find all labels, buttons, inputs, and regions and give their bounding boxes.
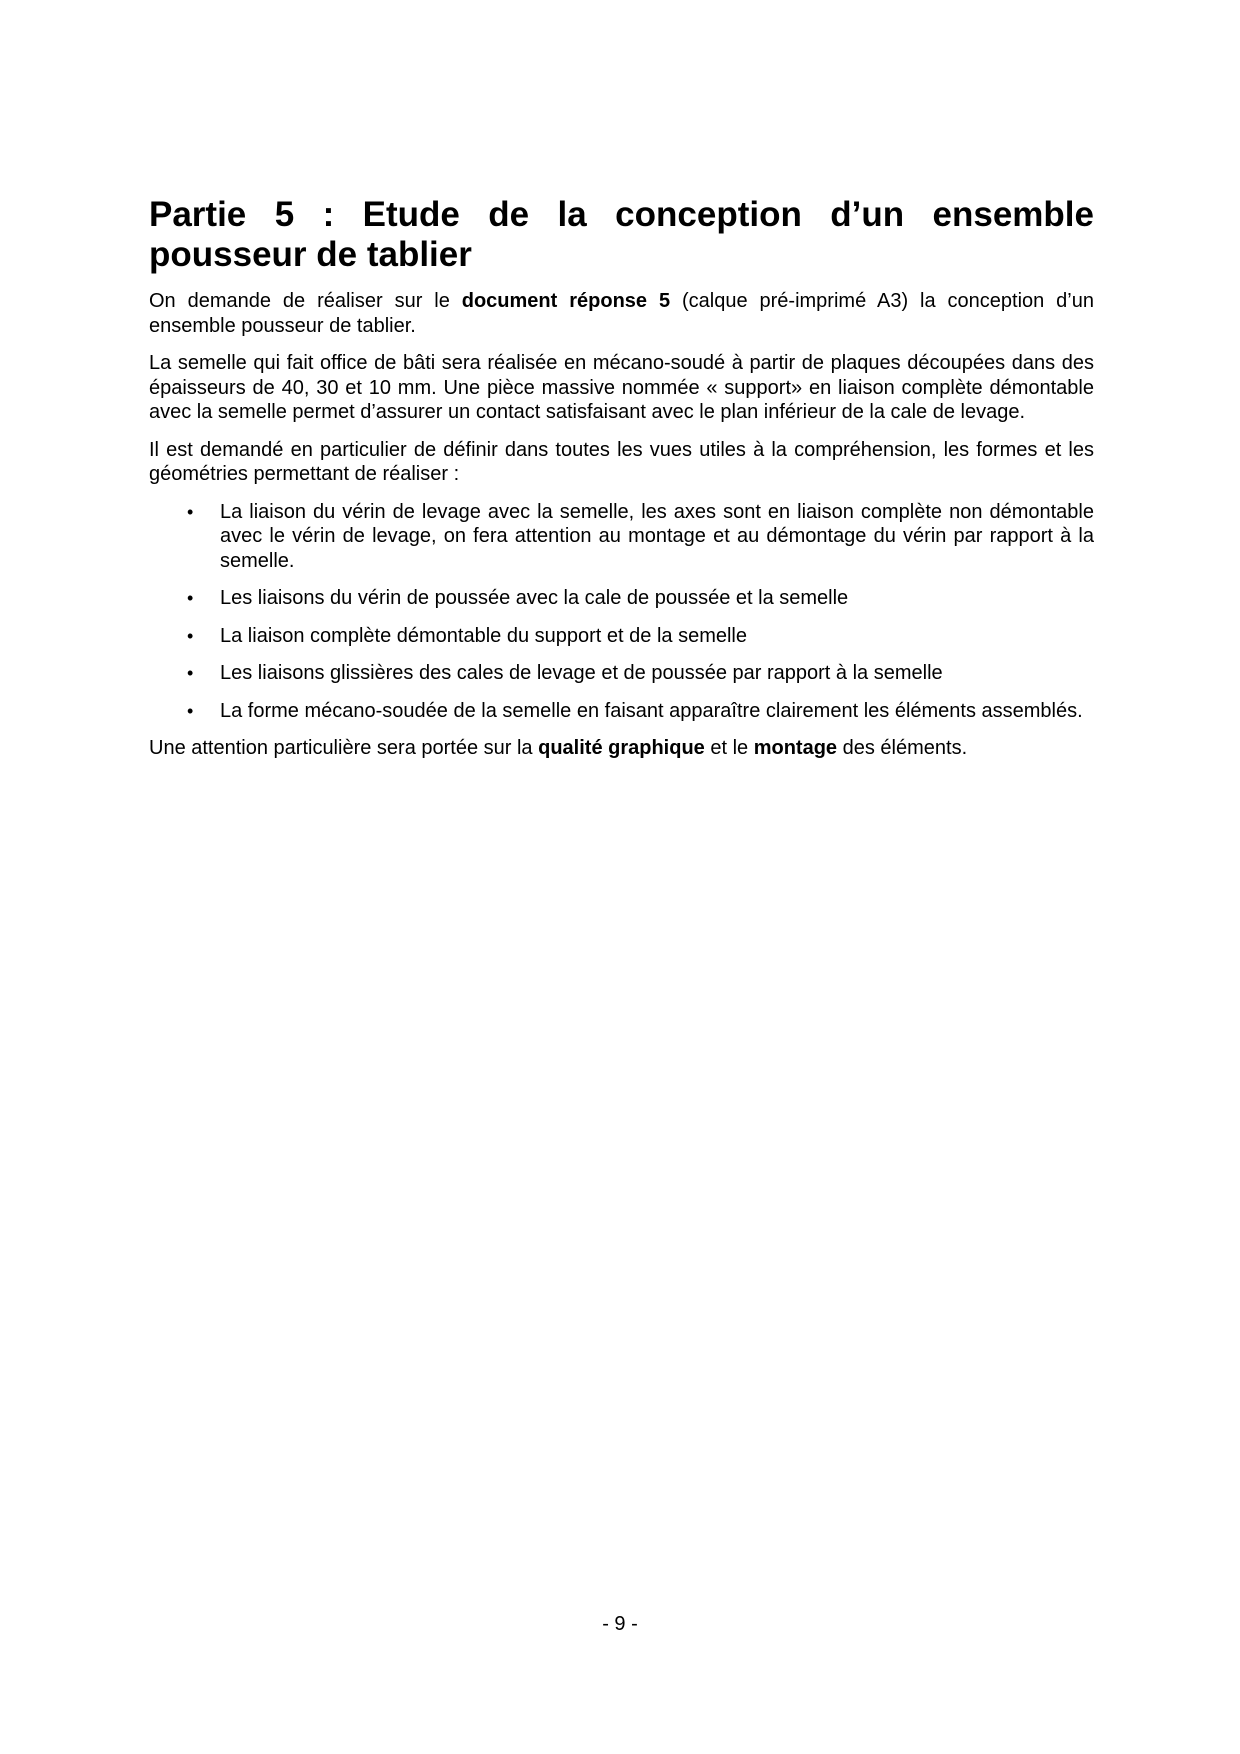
demande-paragraph: Il est demandé en particulier de définir dans toutes les vues utiles à la compréhension, les formes et les géométries permettant de réaliser : (149, 438, 1094, 485)
conclusion-bold-2: montage (753, 737, 838, 759)
conclusion-paragraph (149, 736, 1094, 761)
page-title: Partie 5 : Etude de la conception d’un ensemble pousseur de tablier (149, 195, 1094, 274)
intro-paragraph (149, 289, 1094, 338)
page-content (149, 195, 1094, 774)
conclusion-bold-1: qualité graphique (538, 737, 705, 759)
list-item (149, 661, 1094, 686)
bullet-icon: • (187, 663, 194, 683)
list-item-text: La forme mécano-soudée de la semelle en faisant apparaître clairement les éléments assemblés. (220, 699, 1083, 722)
intro-bold-reference: document réponse 5 (461, 290, 671, 312)
bullet-icon: • (187, 625, 194, 646)
list-item-text: La liaison du vérin de levage avec la semelle, les axes sont en liaison complète non démontable avec le vérin de levage, on fera attention au montage et au démontage du vérin par rapport à la semelle. (220, 500, 1094, 572)
list-item-text: Les liaisons du vérin de poussée avec la cale de poussée et la semelle (220, 587, 849, 609)
list-item (149, 699, 1094, 724)
list-item-text: La liaison complète démontable du support et de la semelle (220, 624, 747, 647)
bullet-icon: • (187, 588, 194, 608)
list-item (149, 500, 1094, 574)
conclusion-text-1: Une attention particulière sera portée sur la (149, 737, 539, 759)
conclusion-text-2: et le (704, 737, 754, 759)
bullet-icon: • (187, 501, 194, 522)
intro-text-after: (calque pré-imprimé A3) la conception d’un ensemble pousseur de tablier. (149, 290, 1094, 337)
bullet-icon: • (187, 700, 194, 721)
list-item (149, 586, 1094, 611)
requirements-list (149, 500, 1094, 724)
page-number: - 9 - (602, 1613, 638, 1635)
semelle-paragraph: La semelle qui fait office de bâti sera réalisée en mécano-soudé à partir de plaques découpées dans des épaisseurs de 40, 30 et 10 mm. Une pièce massive nommée « support» en liaison complète démontable avec la semelle permet d’assurer un contact satisfaisant avec le plan inférieur de la cale de levage. (149, 352, 1094, 423)
list-item-text: Les liaisons glissières des cales de levage et de poussée par rapport à la semelle (220, 662, 943, 684)
intro-text-before: On demande de réaliser sur le (149, 290, 462, 312)
conclusion-text-3: des éléments. (837, 737, 968, 759)
list-item (149, 624, 1094, 649)
